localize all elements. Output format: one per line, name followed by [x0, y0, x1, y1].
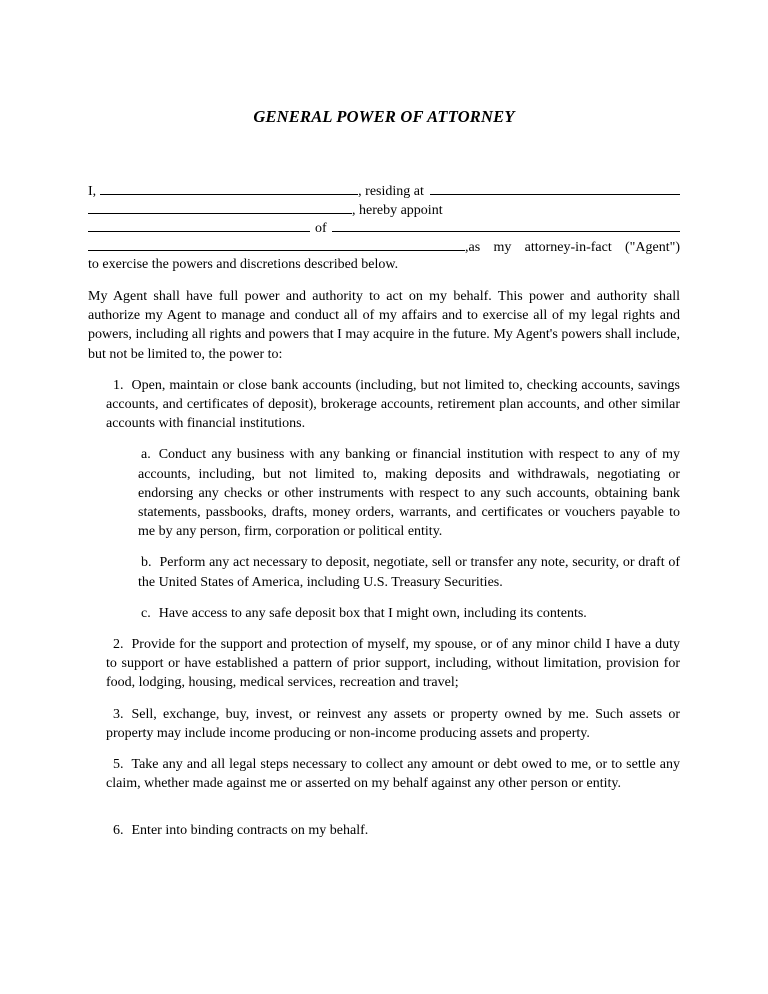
agent-address-blank [332, 219, 680, 232]
principal-address-continued-blank [88, 201, 352, 214]
power-item-text: Have access to any safe deposit box that I might own, including its contents. [158, 605, 587, 621]
of-label: of [315, 221, 327, 237]
intro-line-1 [88, 182, 680, 201]
power-item-text: Enter into binding contracts on my behalf. [131, 823, 369, 839]
power-item-text: Provide for the support and protection of myself, my spouse, or of any minor child I have a duty to support or have established a pattern of prior support, including, without limitation, provision for food, lodging, housing, medical services, recreation and travel; [106, 637, 680, 691]
power-item-text: Conduct any business with any banking or financial institution with respect to any of my accounts, including, but not limited to, making deposits and withdrawals, negotiating or endorsing any checks or other instruments with respect to any such accounts, obtaining bank statements, passbooks, drafts, money orders, warrants, and certificates or vouchers payable to me by any person, firm, corporation or political entity. [138, 447, 680, 540]
power-item-number: b. [141, 555, 152, 571]
power-item-text: Open, maintain or close bank accounts (including, but not limited to, checking accounts, savings accounts, and certificates of deposit), brokerage accounts, retirement plan accounts, and other similar accounts with financial institutions. [106, 377, 680, 432]
powers-list [88, 376, 680, 841]
power-item-number: 3. [113, 706, 124, 722]
power-item-5 [106, 755, 680, 793]
power-item-2 [106, 635, 680, 693]
i-prefix-label: I, [88, 184, 97, 199]
intro-line-4 [88, 238, 680, 257]
principal-address-blank [430, 182, 680, 195]
power-item-text: Perform any act necessary to deposit, negotiate, sell or transfer any note, security, or draft of the United States of America, including U.S. Treasury Securities. [138, 555, 680, 590]
document-title: GENERAL POWER OF ATTORNEY [253, 107, 515, 126]
agent-address-continued-blank [88, 238, 465, 251]
power-item-6 [106, 821, 680, 840]
power-item-number: 2. [113, 637, 124, 653]
power-item-1a [138, 445, 680, 541]
power-item-1b [138, 553, 680, 591]
power-item-number: 5. [113, 757, 124, 773]
intro-line-5 [88, 256, 680, 275]
power-item-text: Sell, exchange, buy, invest, or reinvest any assets or property owned by me. Such assets or property may include income producing or non-income producing assets and property. [106, 706, 680, 741]
power-item-text: Take any and all legal steps necessary to collect any amount or debt owed to me, or to settle any claim, whether made against me or asserted on my behalf against any other person or entity. [106, 757, 680, 792]
agent-name-blank [88, 219, 310, 232]
intro-section [88, 182, 680, 275]
intro-line-2 [88, 201, 680, 220]
intro-closing-text: to exercise the powers and discretions described below. [88, 257, 399, 273]
power-item-1c [138, 604, 680, 623]
principal-name-blank [100, 182, 358, 195]
power-item-number: 1. [113, 377, 124, 393]
attorney-in-fact-label: ,as my attorney-in-fact ("Agent") [465, 239, 680, 255]
hereby-appoint-label: , hereby appoint [352, 202, 443, 218]
power-item-number: a. [141, 447, 151, 463]
residing-at-label: , residing at [358, 184, 424, 199]
power-item-1 [106, 376, 680, 434]
intro-line-3 [88, 219, 680, 238]
power-item-number: c. [141, 605, 151, 621]
grant-paragraph: My Agent shall have full power and authority to act on my behalf. This power and authority shall authorize my Agent to manage and conduct all of my affairs and to exercise all of my legal rights and powers, including all rights and powers that I may acquire in the future. My Agent's powers shall include, but not be limited to, the power to: [88, 288, 680, 362]
power-item-3 [106, 705, 680, 743]
document-content [88, 0, 680, 841]
power-item-number: 6. [113, 823, 124, 839]
